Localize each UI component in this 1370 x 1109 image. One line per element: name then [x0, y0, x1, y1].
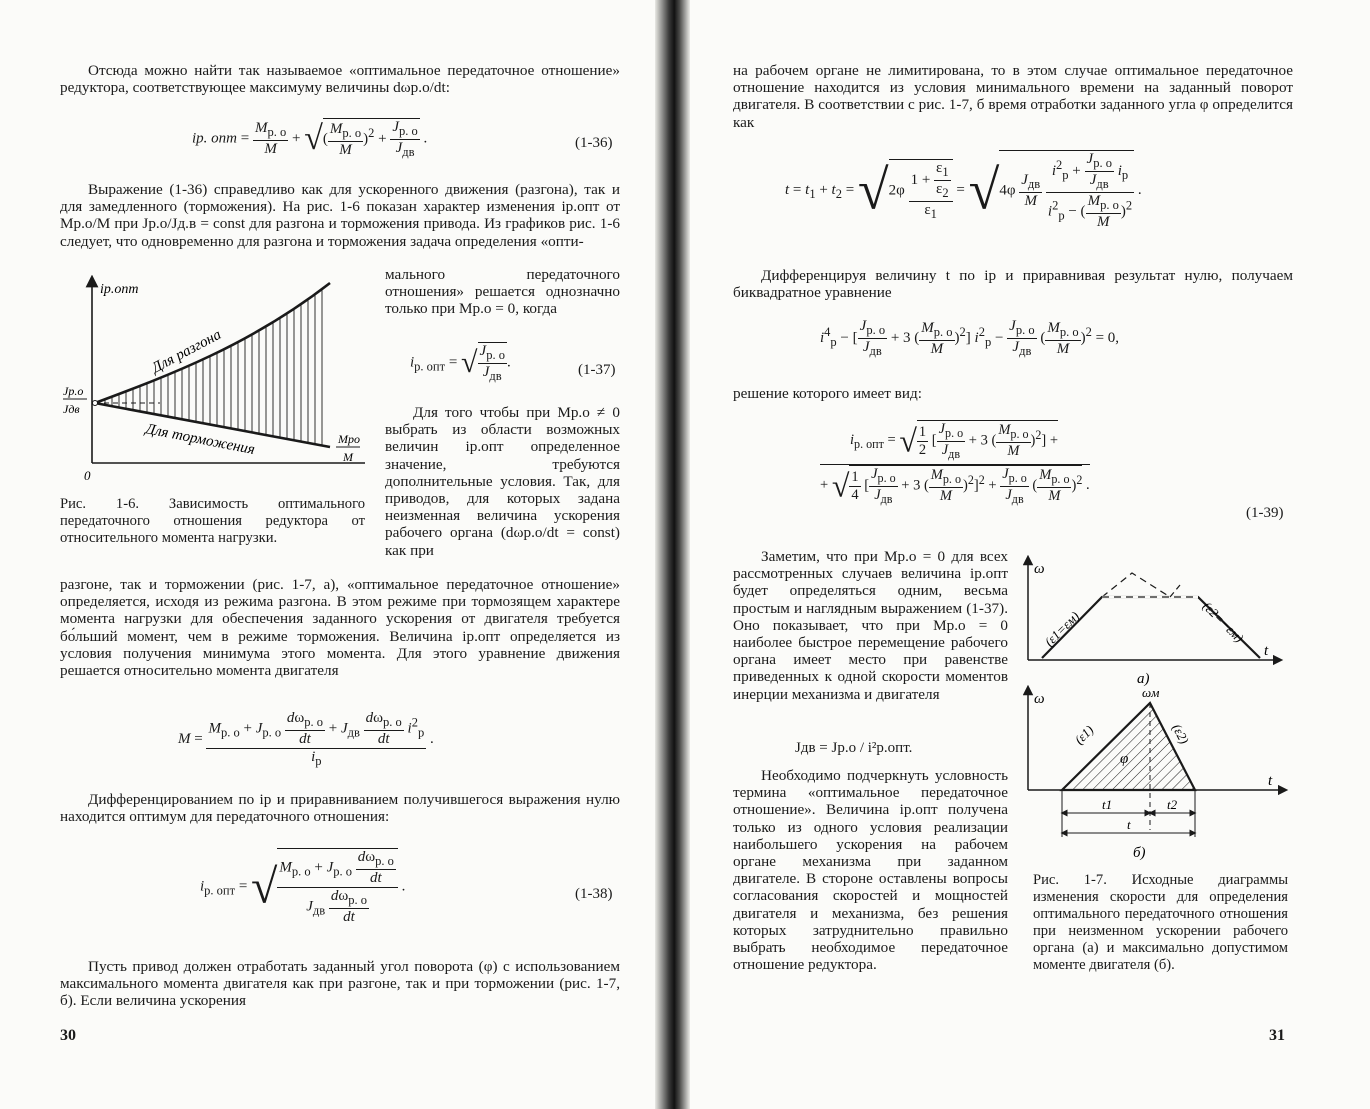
left-para-2 — [60, 181, 620, 250]
y-axis-label: iр.опт — [100, 282, 139, 297]
t-total-label: t — [1127, 817, 1131, 832]
eps1-label: (ε1=εм) — [1041, 608, 1083, 650]
equation-number: (1-38) — [575, 886, 613, 902]
diagram-b — [1028, 685, 1283, 861]
paragraph: Дифференцируя величину t по iр и приравнивая результат нулю, получаем биквадратное уравнение — [733, 267, 1293, 302]
paragraph: Пусть привод должен отработать заданный угол поворота (φ) с использованием максимального момента двигателя как при разгоне, так и при торможении (рис. 1-7, б). Если величина ускорения — [60, 958, 620, 1010]
figure-1-7 — [1020, 555, 1295, 865]
t2-label: t2 — [1167, 797, 1178, 812]
right-para-5 — [733, 767, 1008, 973]
paragraph: Заметим, что при Mр.о = 0 для всех рассмотренных случаев величина iр.опт будет определяться одним, весьма простым и наглядным выражением (1-37). Оно показывает, что при Mр.о = 0 наиболее быстрое перемещение рабочего органа имеет место при равенстве приведенных к одной скорости моментов инерции механизма и двигателя — [733, 548, 1008, 703]
paragraph — [385, 404, 620, 559]
x-ratio-denominator: M — [343, 450, 353, 464]
eps2-label: (ε2) — [1169, 721, 1193, 747]
diagram-a — [1028, 560, 1278, 687]
origin-label: 0 — [84, 468, 91, 483]
t-label: t — [1268, 773, 1273, 789]
right-para-3 — [733, 385, 1293, 402]
paragraph-text: Для того чтобы при Mр.о ≠ 0 выбрать из области возможных величин iр.опт определенное значение, требуются дополнительные условия. Так, для приводов, для которых задана неизменная величина ускорения рабочего органа (dωр.о/dt = const) как при — [385, 404, 620, 559]
paragraph: Отсюда можно найти так называемое «оптимальное передаточное отношение» редуктора, соответствующее максимуму величины dωр.о/dt: — [60, 62, 620, 97]
book-spine — [655, 0, 690, 1109]
equation-inline-jdv: Jдв = Jр.о / i²р.опт. — [795, 740, 913, 756]
equation-time: $t = t_1 + t_2 = √2\varphi$ 1 + $\frac{\varepsilon_1}{\varepsilon_2}$ $\varepsilon_1$ = √4φ $\frac{J_{дв}}{M}$ $i^2_р$ + $\frac{J_{р. о}}{J_{дв}}$ $i_р$ $i^2_р$ − ( $\frac{M_{р. о}}{M}$ )$^2$ . — [785, 151, 1142, 230]
equation-biquadratic: $i^4_р$ − [ $\frac{J_{р. о}}{J_{дв}}$ + 3 ( $\frac{M_{р. о}}{M}$ )$^2$] $i^2_р$ − $\frac{J_{р. о}}{J_{дв}}$ ( $\frac{M_{р. о}}{M}$ )$^2$ = 0, — [820, 318, 1120, 358]
left-para-5 — [60, 958, 620, 1010]
equation-1-39: $i_{р. опт}$ = √ $\frac{1}{2}$ [ $\frac{J_{р. о}}{J_{дв}}$ + 3 ( $\frac{M_{р. о}}{M}$ )$^2$] + + √ $\frac{1}{4}$ [ $\frac{J_{р. о}}{J_{дв}}$ + 3 ( $\frac{M_{р. о}}{M}$ )$^2$]$^2$ + $\frac{J_{р. о}}{J_{дв}}$ ( $\frac{M_{р. о}}{M}$ )$^2$ . — [820, 421, 1090, 506]
paragraph: на рабочем органе не лимитирована, то в этом случае оптимальное передаточное отношение находится из условия минимального времени на заданный поворот двигателя. В соответствии с рис. 1-7, б время отработки заданного угла φ определится как — [733, 62, 1293, 131]
figure-1-6-caption: Рис. 1-6. Зависимость оптимального передаточного отношения редуктора от относительного момента нагрузки. — [60, 496, 365, 546]
t1-label: t1 — [1102, 797, 1113, 812]
left-para-4 — [60, 791, 620, 825]
left-para-2-tail — [385, 266, 620, 318]
paragraph-text: Выражение (1-36) справедливо как для ускоренного движения (разгона), так и для замедленного (торможения). На рис. 1-6 показан характер изменения iр.опт от Mр.о/M при Jр.о/Jд.в = const для разгона и торможения привода. Из графиков рис. 1-6 следует, что одновременно для разгона и торможения задача определения «опти- — [60, 181, 620, 250]
y-ratio-denominator: Jдв — [63, 402, 80, 416]
right-page — [690, 0, 1370, 1109]
equation-1-38: $i_{р. опт}$ = √ $M_{р. о} + J_{р. о}$ $\frac{d\omega_{р. о}}{dt}$ $J_{дв}$ $\frac{d\omega_{р. о}}{dt}$ . — [200, 849, 406, 925]
phi-label: φ — [1120, 751, 1129, 767]
equation-lhs: iр. опт — [192, 130, 237, 147]
page-number: 31 — [1269, 1027, 1285, 1044]
page-number: 30 — [60, 1027, 76, 1044]
paragraph — [60, 181, 620, 250]
paragraph: Необходимо подчеркнуть условность термина «оптимальное передаточное отношение». Величина iр.опт получена только из одного условия реализации наибольшего ускорения на рабочем органе механизма при заданном двигателе. В стороне оставлены вопросы согласования скоростей и мощностей двигателя и механизма, без решения которых затруднительно правильно выбрать необходимое передаточное отношение редуктора. — [733, 767, 1008, 974]
omega-label: ω — [1034, 561, 1045, 577]
subfig-a-label: а) — [1137, 671, 1150, 687]
t-label: t — [1264, 643, 1269, 659]
accel-label: Для разгона — [149, 326, 224, 377]
right-para-1 — [733, 62, 1293, 131]
paragraph: Дифференцированием по iр и приравниванием получившегося выражения нулю находится оптимум для передаточного отношения: — [60, 791, 620, 826]
start-point — [93, 401, 98, 406]
omega-label: ω — [1034, 691, 1045, 707]
left-para-1 — [60, 62, 620, 96]
left-para-3-continued — [60, 576, 620, 679]
eps2-label: (ε2=−εм) — [1199, 598, 1247, 646]
figure-1-7-caption: Рис. 1-7. Исходные диаграммы изменения скорости для определения оптимального передаточного отношения при неизменном ускорении рабочего органа (а) и максимально допустимом моменте двигателя (б). — [1033, 872, 1288, 973]
figure-1-6 — [60, 275, 375, 490]
right-para-2 — [733, 267, 1293, 301]
paragraph: решение которого имеет вид: — [733, 385, 922, 402]
equation-number: (1-37) — [578, 362, 616, 378]
y-ratio-numerator: Jр.о — [63, 384, 84, 398]
eps1-label: (ε1) — [1071, 722, 1097, 748]
left-para-3-column — [385, 404, 620, 574]
equation-1-36: iр. опт = $\frac{M_{р. о}}{M}$ + √( $\frac{M_{р. о}}{M}$ )$^2$ + $\frac{J_{р. о}}{J_{дв}}$ . — [192, 119, 428, 159]
equation-1-37: $i_{р. опт}$ = √ $\frac{J_{р. о}}{J_{дв}}$ . — [410, 343, 511, 383]
paragraph: разгоне, так и торможении (рис. 1-7, а), «оптимальное передаточное отношение» определяется, исходя из режима разгона. В этом режиме при тормозящем характере момента нагрузки для обеспечения заданного ускорения от двигателя требуется бо́льший момент, чем в режиме торможения. Величина iр.опт определяется из условия получения минимума этого момента. Для этого уравнение движения решается относительно момента двигателя — [60, 576, 620, 680]
omega-m-label: ωм — [1142, 685, 1160, 700]
x-ratio-numerator: Mро — [338, 432, 360, 446]
equation-motion: M = $M_{р. о} + J_{р. о}$ $\frac{d\omega_{р. о}}{dt}$ + $J_{дв}$ $\frac{d\omega_{р. о}}{dt}$ $i^2_р$ $i_р$ . — [178, 710, 434, 768]
equation-number: (1-39) — [1246, 505, 1284, 521]
equation-number: (1-36) — [575, 135, 613, 151]
paragraph-continued: мального передаточного отношения» решается однозначно только при Mр.о = 0, когда — [385, 266, 620, 318]
subfig-b-label: б) — [1133, 845, 1146, 861]
brake-label: Для торможения — [144, 421, 257, 459]
right-para-4 — [733, 548, 1008, 703]
